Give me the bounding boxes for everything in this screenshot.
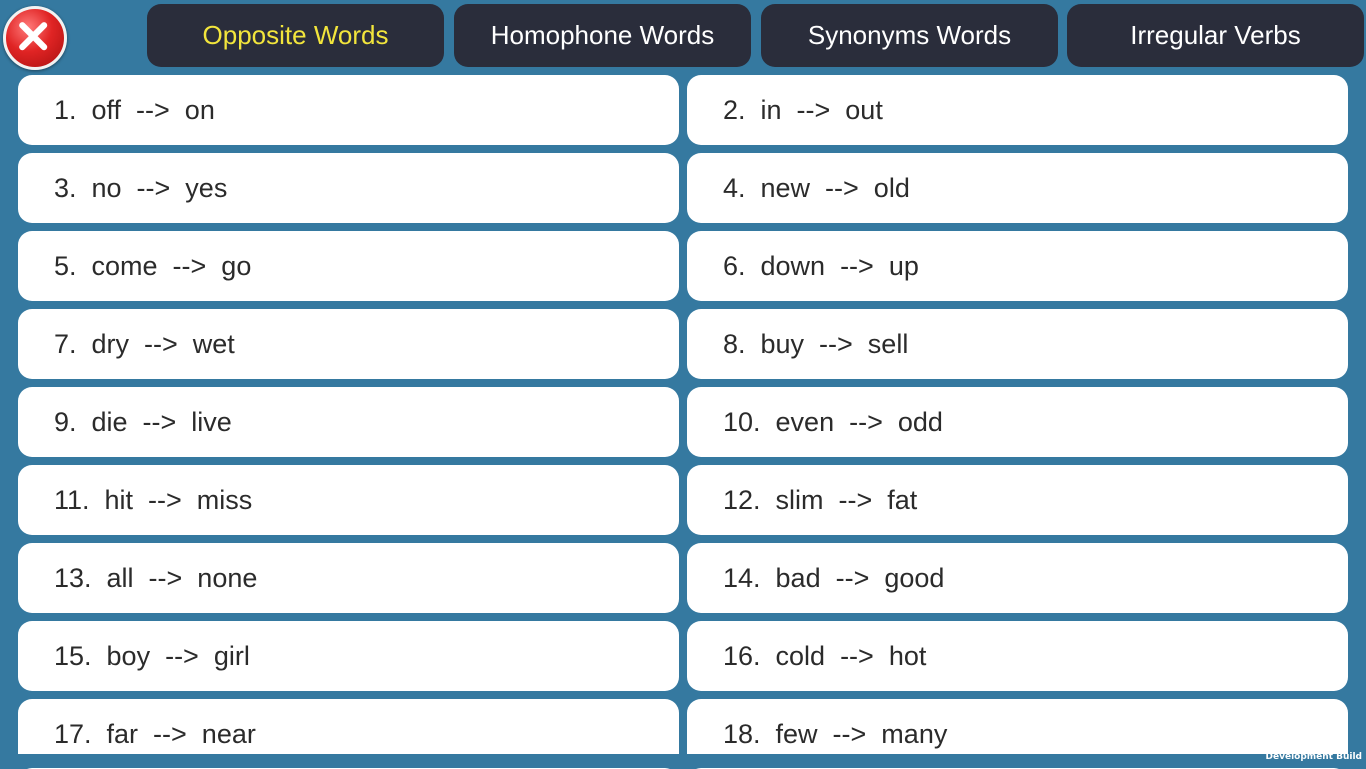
close-button[interactable] [3,6,67,70]
word-pair-card[interactable]: 3. no --> yes [18,153,679,223]
word-pair-card[interactable]: 9. die --> live [18,387,679,457]
tab-homophone-words[interactable]: Homophone Words [454,4,751,67]
word-pair-card[interactable]: 12. slim --> fat [687,465,1348,535]
bottom-edge [0,754,1366,768]
word-pair-card[interactable]: 7. dry --> wet [18,309,679,379]
tab-opposite-words[interactable]: Opposite Words [147,4,444,67]
development-build-label: Development Build [1265,752,1362,762]
word-pair-card[interactable]: 13. all --> none [18,543,679,613]
word-pair-card[interactable]: 5. come --> go [18,231,679,301]
word-pair-card[interactable]: 6. down --> up [687,231,1348,301]
tab-synonyms-words[interactable]: Synonyms Words [761,4,1058,67]
tab-irregular-verbs[interactable]: Irregular Verbs [1067,4,1364,67]
word-pair-card[interactable]: 16. cold --> hot [687,621,1348,691]
word-pair-card[interactable]: 17. far --> near [18,699,679,769]
word-pair-card[interactable]: 4. new --> old [687,153,1348,223]
word-pair-card[interactable]: 8. buy --> sell [687,309,1348,379]
word-pair-card[interactable]: 11. hit --> miss [18,465,679,535]
word-pair-card[interactable]: 1. off --> on [18,75,679,145]
close-icon [6,9,64,67]
word-pair-card[interactable]: 2. in --> out [687,75,1348,145]
word-pair-card[interactable]: 15. boy --> girl [18,621,679,691]
word-pair-card[interactable]: 10. even --> odd [687,387,1348,457]
word-pair-card[interactable]: 18. few --> many [687,699,1348,769]
word-pair-card[interactable]: 14. bad --> good [687,543,1348,613]
